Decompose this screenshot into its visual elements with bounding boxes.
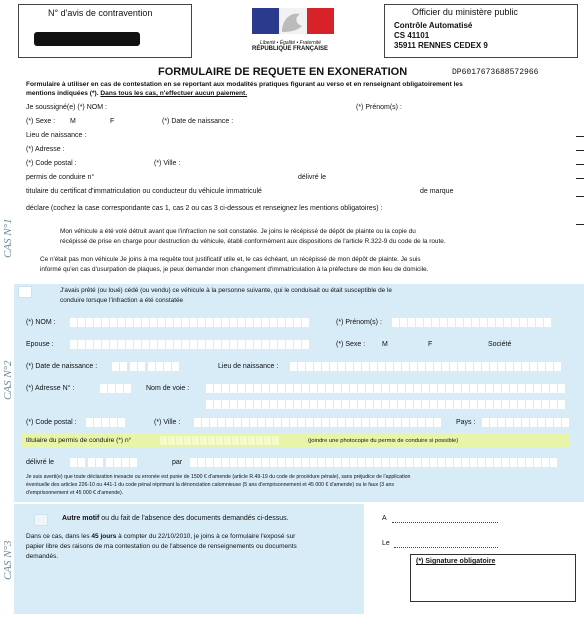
margin-tick [576, 224, 584, 225]
address-line-3: 35911 RENNES CEDEX 9 [394, 41, 488, 50]
form-reference: DP6017673688572966 [452, 68, 539, 77]
marianne-logo [252, 4, 334, 38]
postal-label: (*) Code postal : [26, 160, 77, 167]
address-label: (*) Adresse : [26, 146, 65, 153]
holder-label: titulaire du certificat d'immatriculation ou conducteur du véhicule immatriculé [26, 188, 262, 195]
c2-postal-cells[interactable] [86, 418, 126, 427]
case-2-intro-2: conduire lorsque l'infraction a été constatée [60, 297, 184, 304]
license-label: permis de conduire n° [26, 174, 95, 181]
case-1-line-1: Mon véhicule a été volé détruit avant que l'infraction ne soit constatée. Je joins le récépissé de dépôt de plainte ou la copie du [60, 228, 416, 235]
c2-license-note: (joindre une photocopie du permis de conduire si possible) [308, 438, 459, 444]
date-field[interactable] [394, 547, 498, 548]
redacted-notice-number [34, 32, 140, 46]
c2-postal-label: (*) Code postal : [26, 419, 77, 426]
c2-street-label: Nom de voie : [146, 385, 190, 392]
c2-by-cells[interactable] [190, 458, 558, 467]
case-1-line-3: Ce n'était pas mon véhicule Je joins à ma requête tout justificatif utile et, le cas échéant, un récépissé de mon dépôt de plainte. Je suis [40, 256, 421, 263]
intro-line-2 [26, 90, 247, 97]
c2-country-label: Pays : [456, 419, 476, 426]
place-field[interactable] [392, 522, 498, 523]
c2-spouse-cells[interactable] [70, 340, 310, 349]
case-2-checkbox[interactable] [18, 286, 32, 298]
c2-name-label: (*) NOM : [26, 319, 56, 326]
c2-spouse-label: Epouse : [26, 341, 54, 348]
c2-street-cells-2[interactable] [206, 400, 566, 409]
city-label: (*) Ville : [154, 160, 181, 167]
place-label: A [382, 515, 387, 522]
case-3-body-3: demandés. [26, 553, 59, 560]
margin-tick [576, 150, 584, 151]
case-2-zone [14, 284, 584, 502]
intro-emphasis: Dans tous les cas, n'effectuer aucun paiement. [100, 90, 248, 97]
signature-label: (*) Signature obligatoire [416, 558, 496, 565]
margin-tick [576, 196, 584, 197]
c2-firstname-label: (*) Prénom(s) : [336, 319, 382, 326]
c2-issued-cells[interactable] [70, 458, 138, 467]
case-3-body-1 [26, 533, 295, 540]
c2-sex-m[interactable]: M [382, 341, 388, 348]
birthdate-label: (*) Date de naissance : [162, 118, 234, 125]
case-3-label: CAS N°3 [2, 540, 14, 580]
case-3-body-2: papier libre des raisons de ma contestation ou de l'absence de renseignements ou documents [26, 543, 297, 550]
issued-label: délivré le [298, 174, 327, 181]
case-3-body-1-post: à compter du 22/10/2010, je joins à ce formulaire l'exposé sur [116, 533, 296, 540]
c2-city-label: (*) Ville : [154, 419, 181, 426]
sex-label: (*) Sexe : [26, 118, 56, 125]
intro-mentions: mentions indiquées (*). [26, 90, 99, 97]
c2-sex-label: (*) Sexe : [336, 341, 366, 348]
officer-title: Officier du ministère public [412, 7, 518, 17]
c2-license-label: titulaire du permis de conduire (*) n° [26, 437, 132, 444]
c2-address-label: (*) Adresse N° : [26, 385, 75, 392]
birthplace-label: Lieu de naissance : [26, 132, 87, 139]
case-2-label: CAS N°2 [2, 360, 14, 400]
c2-license-cells[interactable] [160, 436, 280, 445]
c2-company[interactable]: Société [488, 341, 512, 348]
case-3-title-bold: Autre motif [62, 515, 100, 522]
c2-firstname-cells[interactable] [392, 318, 552, 327]
case-3-title-rest: ou du fait de l'absence des documents demandés ci-dessus. [99, 515, 289, 522]
republic-name: RÉPUBLIQUE FRANÇAISE [252, 46, 329, 52]
name-label: Je soussigné(e) (*) NOM : [26, 104, 107, 111]
c2-birthplace-cells[interactable] [290, 362, 562, 371]
address-line-1: Contrôle Automatisé [394, 21, 473, 30]
intro-line-1: Formulaire à utiliser en cas de contestation en se reportant aux modalités pratiques figurant au verso et en renseignant obligatoirement les [26, 81, 463, 88]
sex-m[interactable]: M [70, 118, 76, 125]
case-3-body-1-pre: Dans ce cas, dans les [26, 533, 92, 540]
c2-warning-1: Je suis averti(e) que toute déclaration inexacte ou erronée est punie de 1500 € d'amende (article R.49-19 du code de procédure pénale), sans préjudice de l'application [26, 474, 411, 480]
c2-warning-2: éventuelle des articles 226-10 ou 441-1 du code pénal réprimant la dénonciation calomnieuse (5 ans d'emprisonnement et 45 000 € d'amende) ou le faux (3 ans [26, 482, 394, 488]
brand-label: de marque [420, 188, 454, 195]
c2-name-cells[interactable] [70, 318, 310, 327]
c2-birthplace-label: Lieu de naissance : [218, 363, 279, 370]
declare-label: déclare (cochez la case correspondante cas 1, cas 2 ou cas 3 ci-dessous et renseignez les mentions obligatoires) : [26, 205, 383, 212]
sex-f[interactable]: F [110, 118, 115, 125]
c2-city-cells[interactable] [194, 418, 442, 427]
case-3-checkbox[interactable] [34, 514, 48, 526]
c2-by-label: par [172, 459, 183, 466]
notice-number-label: N° d'avis de contravention [48, 8, 153, 18]
republic-motto: Liberté • Égalité • Fraternité [260, 40, 322, 46]
c2-birthdate-cells[interactable] [112, 362, 180, 371]
case-1-label: CAS N°1 [2, 218, 14, 258]
c2-sex-f[interactable]: F [428, 341, 433, 348]
case-3-body-1-bold: 45 jours [91, 533, 117, 540]
c2-address-number-cells[interactable] [100, 384, 132, 393]
c2-warning-3: d'emprisonnement et 45 000 € d'amende). [26, 490, 124, 496]
margin-tick [576, 136, 584, 137]
firstname-label: (*) Prénom(s) : [356, 104, 402, 111]
case-1-line-2: récépissé de prise en charge pour destruction du véhicule, établi conformément aux dispositions de l'article R.322-9 du code de la route. [60, 238, 446, 245]
c2-street-cells[interactable] [206, 384, 566, 393]
c2-issued-label: délivré le [26, 459, 55, 466]
c2-birthdate-label: (*) Date de naissance : [26, 363, 98, 370]
case-2-intro-1: J'avais prêté (ou loué) cédé (ou vendu) ce véhicule à la personne suivante, qui le conduisait ou était susceptible de le [60, 287, 392, 294]
date-label: Le [382, 540, 390, 547]
address-line-2: CS 41101 [394, 31, 430, 40]
case-3-title [62, 515, 289, 522]
form-title: FORMULAIRE DE REQUETE EN EXONERATION [158, 66, 408, 78]
case-1-line-4: informé qu'en cas d'usurpation de plaques, je peux demander mon changement d'immatriculation à la préfecture de mon lieu de domicile. [40, 266, 429, 273]
c2-country-cells[interactable] [482, 418, 570, 427]
margin-tick [576, 178, 584, 179]
margin-tick [576, 164, 584, 165]
